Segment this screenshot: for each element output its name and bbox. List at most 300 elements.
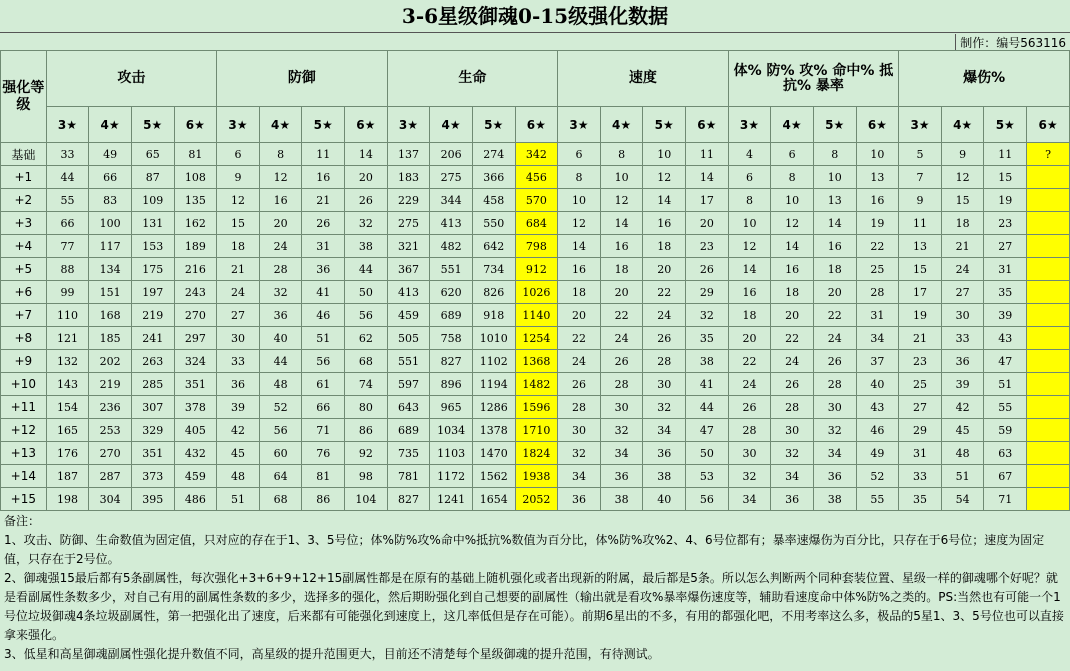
value-cell: 735	[387, 442, 430, 465]
value-cell: 20	[259, 212, 302, 235]
value-cell: 36	[813, 465, 856, 488]
value-cell: 270	[89, 442, 132, 465]
value-cell: 143	[46, 373, 89, 396]
value-cell: 1938	[515, 465, 558, 488]
star-header-5: 5★	[302, 107, 345, 143]
value-cell: 274	[472, 143, 515, 166]
value-cell: 24	[643, 304, 686, 327]
value-cell: 827	[387, 488, 430, 511]
value-cell: 1140	[515, 304, 558, 327]
value-cell: 14	[813, 212, 856, 235]
value-cell: 68	[345, 350, 388, 373]
value-cell: 16	[728, 281, 771, 304]
value-cell: 758	[430, 327, 473, 350]
value-cell: 551	[430, 258, 473, 281]
value-cell: 34	[643, 419, 686, 442]
value-cell: 1562	[472, 465, 515, 488]
value-cell: 28	[771, 396, 814, 419]
level-cell: +2	[1, 189, 47, 212]
value-cell: 287	[89, 465, 132, 488]
value-cell	[1027, 488, 1070, 511]
table-row	[1, 281, 1070, 304]
value-cell: 1654	[472, 488, 515, 511]
note-item: 1、攻击、防御、生命数值为固定值，只对应的存在于1、3、5号位；体%防%攻%命中%抵抗%数值为百分比，体%防%攻%2、4、6号位都有；暴率速爆伤为百分比，只存在于6号位；速度为固定值，只存在于2号位。	[4, 533, 1045, 566]
value-cell: 45	[941, 419, 984, 442]
value-cell: 14	[345, 143, 388, 166]
value-cell: 14	[558, 235, 601, 258]
value-cell: 33	[217, 350, 260, 373]
value-cell: 34	[728, 488, 771, 511]
value-cell: 28	[643, 350, 686, 373]
value-cell: 16	[856, 189, 899, 212]
value-cell: 798	[515, 235, 558, 258]
value-cell: 26	[771, 373, 814, 396]
table-row	[1, 166, 1070, 189]
value-cell: 49	[856, 442, 899, 465]
value-cell: 59	[984, 419, 1027, 442]
value-cell: 23	[899, 350, 942, 373]
value-cell: 28	[728, 419, 771, 442]
value-cell: 26	[813, 350, 856, 373]
value-cell: 23	[984, 212, 1027, 235]
value-cell: 23	[686, 235, 729, 258]
level-cell: +3	[1, 212, 47, 235]
value-cell: 36	[941, 350, 984, 373]
value-cell: 689	[430, 304, 473, 327]
star-header-4: 4★	[89, 107, 132, 143]
value-cell	[1027, 258, 1070, 281]
value-cell: 42	[217, 419, 260, 442]
value-cell: 10	[771, 189, 814, 212]
star-header-6: 6★	[515, 107, 558, 143]
value-cell: 81	[302, 465, 345, 488]
value-cell: 18	[558, 281, 601, 304]
value-cell: 826	[472, 281, 515, 304]
value-cell: 15	[899, 258, 942, 281]
value-cell: 36	[302, 258, 345, 281]
table-row	[1, 419, 1070, 442]
value-cell: 4	[728, 143, 771, 166]
value-cell: 9	[899, 189, 942, 212]
value-cell: 14	[600, 212, 643, 235]
value-cell: 1241	[430, 488, 473, 511]
value-cell: 12	[217, 189, 260, 212]
note-item: 3、低星和高星御魂副属性强化提升数值不同，高星级的提升范围更大，目前还不清楚每个星级御魂的提升范围，有待测试。	[4, 647, 660, 661]
value-cell: 1254	[515, 327, 558, 350]
value-cell: 1824	[515, 442, 558, 465]
value-cell: 29	[899, 419, 942, 442]
level-cell: +15	[1, 488, 47, 511]
value-cell: 18	[728, 304, 771, 327]
value-cell: 1368	[515, 350, 558, 373]
level-cell: +8	[1, 327, 47, 350]
value-cell: 65	[131, 143, 174, 166]
value-cell: 1172	[430, 465, 473, 488]
table-row	[1, 189, 1070, 212]
table-row	[1, 442, 1070, 465]
value-cell: 33	[941, 327, 984, 350]
star-header-4: 4★	[600, 107, 643, 143]
star-header-5: 5★	[813, 107, 856, 143]
value-cell: 11	[302, 143, 345, 166]
value-cell: 1102	[472, 350, 515, 373]
value-cell: 28	[259, 258, 302, 281]
value-cell: 26	[345, 189, 388, 212]
table-row	[1, 373, 1070, 396]
level-cell: +6	[1, 281, 47, 304]
value-cell: 321	[387, 235, 430, 258]
table-header	[1, 51, 1070, 143]
value-cell: 8	[813, 143, 856, 166]
value-cell: 165	[46, 419, 89, 442]
value-cell: 66	[89, 166, 132, 189]
value-cell: 45	[217, 442, 260, 465]
value-cell: 30	[558, 419, 601, 442]
value-cell: 35	[984, 281, 1027, 304]
value-cell: 1194	[472, 373, 515, 396]
table-row	[1, 350, 1070, 373]
value-cell: 10	[856, 143, 899, 166]
value-cell: 31	[302, 235, 345, 258]
value-cell: 342	[515, 143, 558, 166]
value-cell: 86	[302, 488, 345, 511]
value-cell: 197	[131, 281, 174, 304]
group-defense: 防御	[217, 51, 388, 107]
star-header-3: 3★	[899, 107, 942, 143]
value-cell: 36	[558, 488, 601, 511]
star-header-5: 5★	[472, 107, 515, 143]
value-cell: 162	[174, 212, 217, 235]
level-cell: 基础	[1, 143, 47, 166]
table-row	[1, 488, 1070, 511]
value-cell: 36	[217, 373, 260, 396]
table-row	[1, 143, 1070, 166]
level-cell: +1	[1, 166, 47, 189]
value-cell	[1027, 350, 1070, 373]
value-cell: 19	[984, 189, 1027, 212]
value-cell: 206	[430, 143, 473, 166]
value-cell: 44	[686, 396, 729, 419]
star-header-4: 4★	[259, 107, 302, 143]
value-cell: 236	[89, 396, 132, 419]
value-cell: 912	[515, 258, 558, 281]
value-cell: 25	[856, 258, 899, 281]
value-cell: 22	[856, 235, 899, 258]
value-cell: 32	[813, 419, 856, 442]
value-cell: 131	[131, 212, 174, 235]
value-cell: 30	[600, 396, 643, 419]
value-cell: 48	[941, 442, 984, 465]
value-cell: 26	[728, 396, 771, 419]
value-cell: 20	[643, 258, 686, 281]
value-cell: 108	[174, 166, 217, 189]
value-cell: 198	[46, 488, 89, 511]
value-cell: 14	[771, 235, 814, 258]
value-cell: 22	[643, 281, 686, 304]
value-cell: 620	[430, 281, 473, 304]
value-cell: 597	[387, 373, 430, 396]
value-cell: 50	[345, 281, 388, 304]
value-cell: 18	[600, 258, 643, 281]
value-cell: 14	[728, 258, 771, 281]
value-cell: 8	[259, 143, 302, 166]
value-cell: 189	[174, 235, 217, 258]
value-cell: 6	[558, 143, 601, 166]
value-cell: 40	[643, 488, 686, 511]
value-cell: 219	[131, 304, 174, 327]
value-cell: 34	[856, 327, 899, 350]
value-cell: 77	[46, 235, 89, 258]
value-cell: 275	[387, 212, 430, 235]
value-cell: 324	[174, 350, 217, 373]
value-cell: 51	[302, 327, 345, 350]
value-cell: 24	[217, 281, 260, 304]
value-cell: 405	[174, 419, 217, 442]
value-cell: 486	[174, 488, 217, 511]
level-cell: +5	[1, 258, 47, 281]
star-header-3: 3★	[46, 107, 89, 143]
value-cell: 329	[131, 419, 174, 442]
value-cell: 10	[813, 166, 856, 189]
value-cell: 35	[899, 488, 942, 511]
value-cell: 183	[387, 166, 430, 189]
value-cell: 12	[600, 189, 643, 212]
value-cell: 46	[302, 304, 345, 327]
star-header-4: 4★	[771, 107, 814, 143]
table-row	[1, 258, 1070, 281]
table-body	[1, 143, 1070, 511]
star-header-4: 4★	[941, 107, 984, 143]
value-cell: 459	[174, 465, 217, 488]
value-cell: 27	[984, 235, 1027, 258]
value-cell: 19	[856, 212, 899, 235]
value-cell	[1027, 396, 1070, 419]
value-cell: 689	[387, 419, 430, 442]
value-cell: 100	[89, 212, 132, 235]
value-cell: 19	[899, 304, 942, 327]
value-cell: 52	[259, 396, 302, 419]
value-cell: 66	[302, 396, 345, 419]
table-row	[1, 327, 1070, 350]
value-cell: 134	[89, 258, 132, 281]
value-cell: 16	[259, 189, 302, 212]
value-cell: 54	[941, 488, 984, 511]
value-cell: 482	[430, 235, 473, 258]
value-cell: 38	[345, 235, 388, 258]
value-cell: 12	[259, 166, 302, 189]
value-cell: 17	[686, 189, 729, 212]
value-cell: 44	[259, 350, 302, 373]
value-cell	[1027, 373, 1070, 396]
value-cell	[1027, 166, 1070, 189]
value-cell: 60	[259, 442, 302, 465]
star-header-3: 3★	[387, 107, 430, 143]
star-header-4: 4★	[430, 107, 473, 143]
value-cell: 1103	[430, 442, 473, 465]
value-cell: 551	[387, 350, 430, 373]
value-cell: 570	[515, 189, 558, 212]
value-cell: 56	[259, 419, 302, 442]
value-cell: 21	[217, 258, 260, 281]
value-cell: 36	[771, 488, 814, 511]
value-cell: 28	[813, 373, 856, 396]
value-cell: 36	[259, 304, 302, 327]
level-cell: +10	[1, 373, 47, 396]
value-cell: 395	[131, 488, 174, 511]
value-cell: 20	[686, 212, 729, 235]
value-cell: 219	[89, 373, 132, 396]
value-cell	[1027, 465, 1070, 488]
value-cell: 22	[600, 304, 643, 327]
value-cell: 241	[131, 327, 174, 350]
value-cell: 16	[771, 258, 814, 281]
level-cell: +12	[1, 419, 47, 442]
value-cell: 56	[686, 488, 729, 511]
value-cell: 9	[941, 143, 984, 166]
star-header-5: 5★	[131, 107, 174, 143]
value-cell: 35	[686, 327, 729, 350]
value-cell: 8	[558, 166, 601, 189]
value-cell: 31	[856, 304, 899, 327]
value-cell: 40	[856, 373, 899, 396]
value-cell: 32	[558, 442, 601, 465]
value-cell: 49	[89, 143, 132, 166]
value-cell: 68	[259, 488, 302, 511]
value-cell: 12	[643, 166, 686, 189]
value-cell: 38	[686, 350, 729, 373]
star-header-6: 6★	[856, 107, 899, 143]
value-cell: 30	[941, 304, 984, 327]
value-cell: 11	[984, 143, 1027, 166]
maker-credit: 制作：编号563116	[955, 34, 1066, 51]
value-cell: 18	[813, 258, 856, 281]
value-cell: 24	[558, 350, 601, 373]
value-cell: 14	[643, 189, 686, 212]
value-cell: 117	[89, 235, 132, 258]
value-cell: 32	[686, 304, 729, 327]
value-cell: 16	[302, 166, 345, 189]
value-cell: 10	[600, 166, 643, 189]
value-cell: 104	[345, 488, 388, 511]
value-cell: 781	[387, 465, 430, 488]
value-cell: 1010	[472, 327, 515, 350]
value-cell: 36	[600, 465, 643, 488]
value-cell: 8	[728, 189, 771, 212]
value-cell: 413	[387, 281, 430, 304]
value-cell	[1027, 212, 1070, 235]
value-cell: 18	[643, 235, 686, 258]
table-row	[1, 235, 1070, 258]
value-cell: 16	[643, 212, 686, 235]
value-cell: 81	[174, 143, 217, 166]
value-cell: 642	[472, 235, 515, 258]
value-cell: 32	[643, 396, 686, 419]
value-cell: 24	[813, 327, 856, 350]
value-cell: 11	[686, 143, 729, 166]
value-cell: 26	[686, 258, 729, 281]
value-cell: 137	[387, 143, 430, 166]
value-cell: 47	[984, 350, 1027, 373]
value-cell: 505	[387, 327, 430, 350]
value-cell: 297	[174, 327, 217, 350]
value-cell: 965	[430, 396, 473, 419]
value-cell: 67	[984, 465, 1027, 488]
value-cell: 10	[558, 189, 601, 212]
value-cell: 31	[899, 442, 942, 465]
value-cell: 367	[387, 258, 430, 281]
value-cell: 38	[643, 465, 686, 488]
value-cell: 458	[472, 189, 515, 212]
group-crit-damage: 爆伤%	[899, 51, 1070, 107]
star-header-3: 3★	[558, 107, 601, 143]
group-speed: 速度	[558, 51, 729, 107]
value-cell: 53	[686, 465, 729, 488]
page-title: 3-6星级御魂0-15级强化数据	[0, 0, 1070, 33]
value-cell: 21	[899, 327, 942, 350]
level-cell: +9	[1, 350, 47, 373]
value-cell: 12	[728, 235, 771, 258]
value-cell: 55	[984, 396, 1027, 419]
value-cell: 918	[472, 304, 515, 327]
value-cell: 15	[941, 189, 984, 212]
value-cell: 71	[984, 488, 1027, 511]
value-cell: 253	[89, 419, 132, 442]
value-cell: 41	[686, 373, 729, 396]
value-cell: 734	[472, 258, 515, 281]
value-cell: 33	[899, 465, 942, 488]
value-cell: 27	[899, 396, 942, 419]
value-cell: 37	[856, 350, 899, 373]
value-cell: 20	[813, 281, 856, 304]
value-cell: ?	[1027, 143, 1070, 166]
star-header-6: 6★	[345, 107, 388, 143]
value-cell: 15	[984, 166, 1027, 189]
value-cell: 43	[984, 327, 1027, 350]
value-cell: 99	[46, 281, 89, 304]
value-cell: 26	[302, 212, 345, 235]
value-cell: 28	[558, 396, 601, 419]
value-cell: 202	[89, 350, 132, 373]
value-cell: 87	[131, 166, 174, 189]
value-cell: 168	[89, 304, 132, 327]
value-cell: 51	[984, 373, 1027, 396]
value-cell: 12	[771, 212, 814, 235]
value-cell: 42	[941, 396, 984, 419]
notes-heading: 备注：	[4, 514, 41, 528]
value-cell: 56	[345, 304, 388, 327]
value-cell: 46	[856, 419, 899, 442]
value-cell: 5	[899, 143, 942, 166]
value-cell: 154	[46, 396, 89, 419]
value-cell: 20	[345, 166, 388, 189]
value-cell: 92	[345, 442, 388, 465]
value-cell: 32	[259, 281, 302, 304]
value-cell: 32	[728, 465, 771, 488]
value-cell: 74	[345, 373, 388, 396]
value-cell: 39	[217, 396, 260, 419]
enhancement-table	[0, 50, 1070, 511]
value-cell	[1027, 189, 1070, 212]
value-cell: 44	[345, 258, 388, 281]
value-cell: 459	[387, 304, 430, 327]
value-cell: 30	[728, 442, 771, 465]
value-cell: 71	[302, 419, 345, 442]
value-cell: 216	[174, 258, 217, 281]
value-cell: 1034	[430, 419, 473, 442]
value-cell: 550	[472, 212, 515, 235]
value-cell: 32	[345, 212, 388, 235]
note-item: 2、御魂强15最后都有5条副属性，每次强化+3+6+9+12+15副属性都是在原有的基础上随机强化或者出现新的附属，最后都是5条。所以怎么判断两个同种套装位置、星级一样的御魂哪个好呢？就是看副属性条数多少，对自己有用的副属性条数的多少，选择多的强化，然后期盼强化到自己想要的副属性（输出就是看攻%暴率爆伤速度等，辅助看速度命中体%防%之类的。PS:当然也有可能一个1号位垃圾御魂4条垃圾副属性，第一把强化出了速度，后来都有可能强化到速度上，这几率低但是存在可能）。前期6星出的不多，有用的都强化吧，不用考率这么多，极品的5星1、3、5号位也可以直接拿来强化。	[4, 571, 1064, 642]
